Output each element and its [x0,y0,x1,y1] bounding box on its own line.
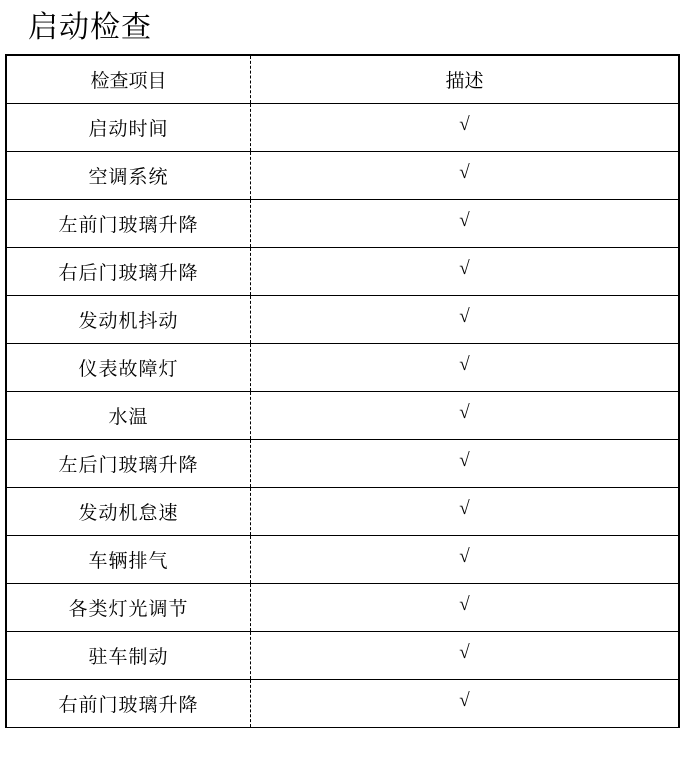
document-page [0,10,680,766]
table-row [6,535,679,583]
check-item-name: 仪表故障灯 [6,343,251,391]
check-item-mark: √ [251,580,680,628]
check-item-name: 水温 [6,391,251,439]
column-header-description: 描述 [251,55,680,103]
check-item-mark: √ [251,196,680,244]
check-item-mark: √ [251,148,680,196]
check-item-mark: √ [251,388,680,436]
table-row [6,391,679,439]
check-item-mark: √ [251,676,680,724]
table-row [6,199,679,247]
table-row [6,343,679,391]
check-item-mark: √ [251,340,680,388]
table-row [6,103,679,151]
check-item-name: 启动时间 [6,103,251,151]
check-item-mark: √ [251,436,680,484]
check-item-mark: √ [251,100,680,148]
table-row [6,583,679,631]
table-row [6,247,679,295]
check-item-mark: √ [251,532,680,580]
check-item-name: 车辆排气 [6,535,251,583]
check-item-name: 空调系统 [6,151,251,199]
table-row [6,295,679,343]
check-item-name: 各类灯光调节 [6,583,251,631]
table-row [6,679,679,727]
check-item-mark: √ [251,628,680,676]
table-body [6,55,679,727]
check-item-name: 右前门玻璃升降 [6,679,251,727]
check-item-name: 左后门玻璃升降 [6,439,251,487]
check-item-name: 右后门玻璃升降 [6,247,251,295]
table-header-row [6,55,679,103]
column-header-item: 检查项目 [6,55,251,103]
check-item-mark: √ [251,292,680,340]
table-row [6,487,679,535]
page-title: 启动检查 [28,11,152,44]
check-item-mark: √ [251,244,680,292]
table-row [6,151,679,199]
check-item-name: 发动机抖动 [6,295,251,343]
startup-check-table [5,54,680,728]
check-item-name: 发动机怠速 [6,487,251,535]
check-item-mark: √ [251,484,680,532]
table-row [6,439,679,487]
table-row [6,631,679,679]
check-item-name: 驻车制动 [6,631,251,679]
check-item-name: 左前门玻璃升降 [6,199,251,247]
